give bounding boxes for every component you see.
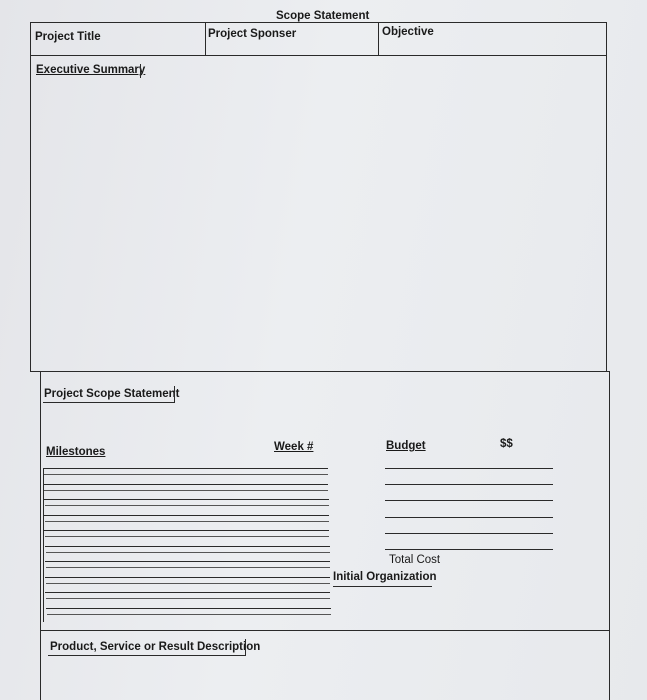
milestone-row-line (43, 468, 328, 469)
header-top-border (30, 22, 607, 23)
budget-line (385, 468, 553, 469)
product-section-top-border (40, 630, 610, 631)
header-bottom-border (30, 55, 607, 56)
executive-summary-label-box (36, 64, 141, 78)
milestone-row-line (47, 614, 331, 615)
currency-label: $$ (500, 438, 513, 450)
milestone-row-line (44, 499, 329, 500)
milestone-row-line (44, 515, 329, 516)
milestone-row-line (46, 567, 330, 568)
product-service-label-box (48, 639, 246, 656)
page-title: Scope Statement (276, 10, 370, 22)
milestone-row-line (46, 552, 330, 553)
initial-organization-underline (333, 586, 432, 587)
milestone-row-line (45, 546, 330, 547)
left-border-lower (40, 371, 41, 700)
project-scope-label-box (43, 386, 175, 403)
summary-bottom-border (30, 371, 610, 372)
budget-line (385, 484, 553, 485)
milestone-row-line (45, 536, 329, 537)
budget-line (385, 533, 553, 534)
budget-label: Budget (386, 440, 426, 452)
right-border-lower (609, 371, 610, 700)
budget-line (385, 500, 553, 501)
milestone-row-line (45, 577, 330, 578)
milestone-row-line (46, 608, 331, 609)
budget-line (385, 517, 553, 518)
milestones-label: Milestones (46, 446, 106, 458)
milestone-row-line (46, 583, 330, 584)
header-divider-2 (378, 22, 379, 56)
product-service-label: Product, Service or Result Description (50, 641, 261, 653)
milestone-row-line (45, 505, 329, 506)
milestone-row-line (43, 484, 328, 485)
week-label: Week # (274, 441, 314, 453)
right-border-upper (606, 22, 607, 371)
project-title-label: Project Title (35, 31, 101, 43)
header-divider-1 (205, 22, 206, 56)
total-cost-label: Total Cost (389, 554, 441, 566)
project-scope-label: Project Scope Statement (44, 388, 180, 400)
initial-organization-label: Initial Organization (333, 571, 437, 583)
milestone-row-line (44, 474, 328, 475)
milestone-row-line (45, 561, 330, 562)
left-border-upper (30, 22, 31, 371)
budget-line (385, 549, 553, 550)
executive-summary-label: Executive Summary (36, 64, 146, 76)
project-sponsor-label: Project Sponser (208, 28, 297, 40)
milestone-row-line (45, 521, 329, 522)
milestone-row-line (44, 530, 329, 531)
milestone-row-line (44, 490, 328, 491)
milestones-left-border (43, 468, 44, 622)
milestone-row-line (46, 598, 330, 599)
objective-label: Objective (382, 26, 434, 38)
milestone-row-line (45, 592, 330, 593)
